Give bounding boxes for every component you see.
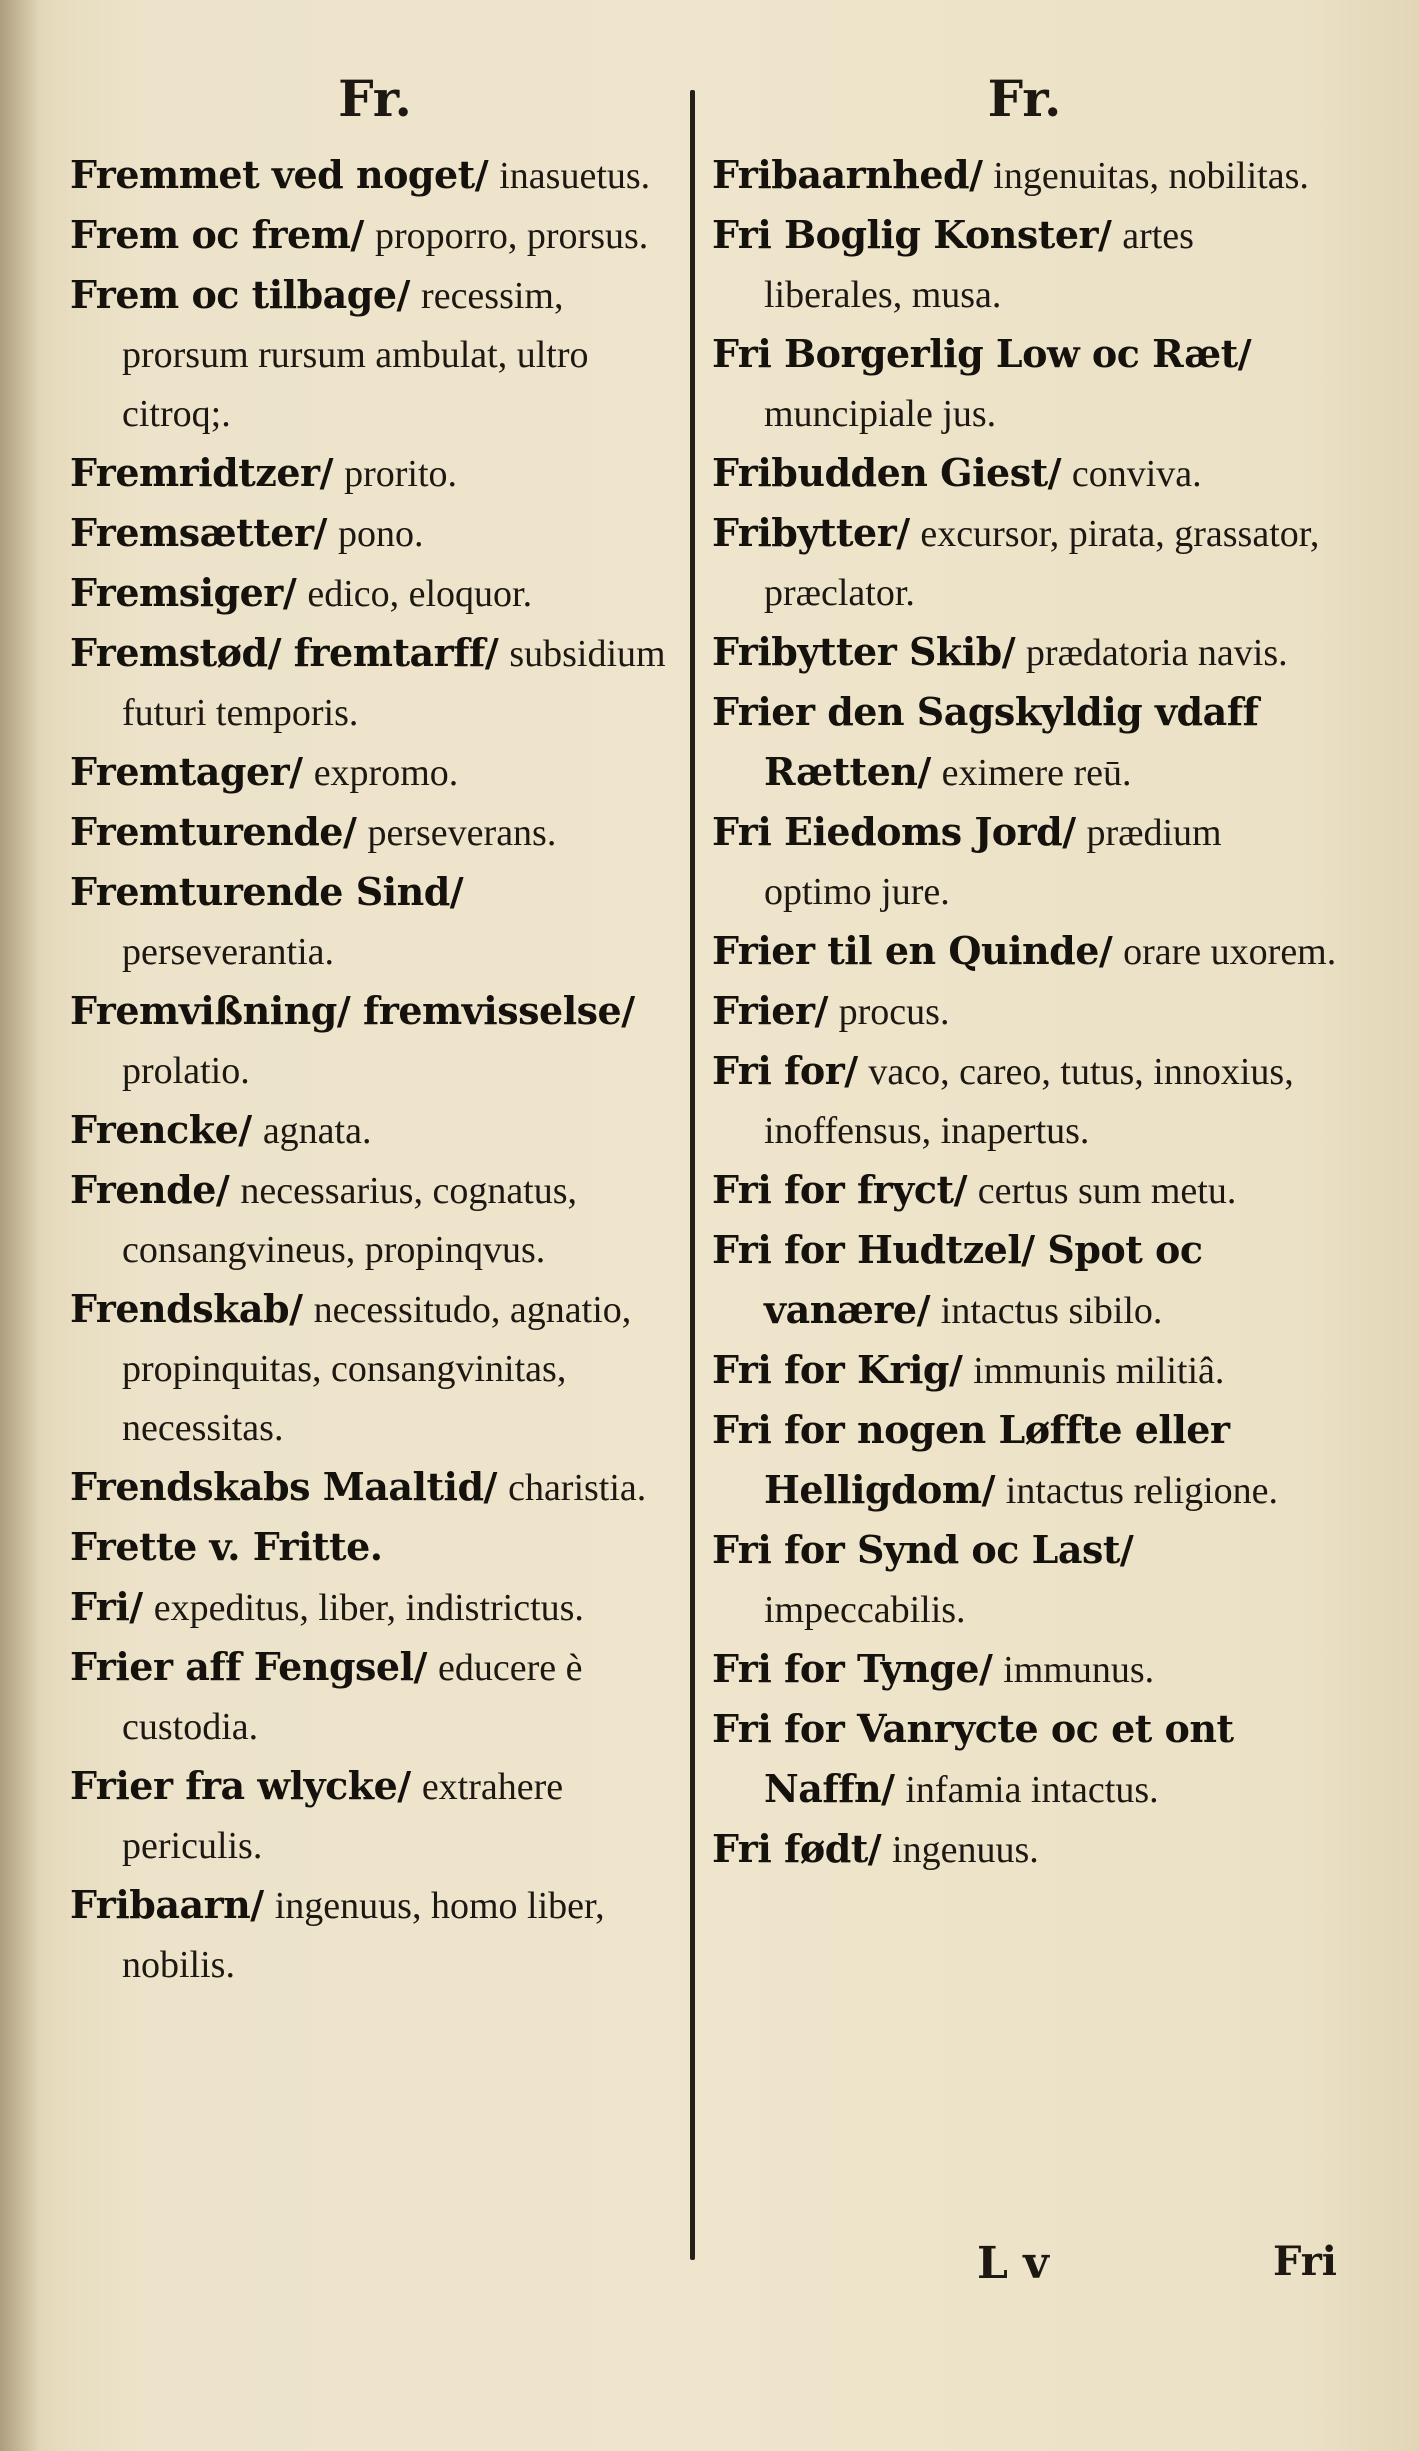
dictionary-entry <box>712 325 1337 444</box>
dictionary-entry <box>70 1876 680 1995</box>
entry-latin-gloss: prædium optimo jure. <box>764 812 1222 913</box>
signature-mark: L v <box>977 2238 1049 2289</box>
entry-latin-gloss: ingenuus. <box>892 1829 1039 1871</box>
entry-headword: Frem oc tilbage/ <box>70 272 410 317</box>
entry-headword: Fribaarn/ <box>70 1882 264 1927</box>
entry-headword: Fremridtzer/ <box>70 450 333 495</box>
entry-headword: Fremtager/ <box>70 749 303 794</box>
binding-gutter <box>0 0 40 2451</box>
entry-latin-gloss: educere è custodia. <box>122 1647 583 1748</box>
dictionary-entry <box>712 146 1337 206</box>
entry-latin-gloss: prolatio. <box>122 1050 250 1092</box>
entry-latin-gloss: conviva. <box>1071 453 1202 495</box>
entry-latin-gloss: recessim, prorsum rursum ambulat, ultro citroq;. <box>122 275 589 435</box>
entry-latin-gloss: inasuetus. <box>499 155 651 197</box>
entry-headword: Fri for Vanrycte oc et ont Naffn/ <box>712 1706 1234 1811</box>
dictionary-entry <box>712 1042 1337 1161</box>
entry-latin-gloss: orare uxorem. <box>1123 931 1337 973</box>
entry-latin-gloss: certus sum metu. <box>977 1170 1237 1212</box>
entry-headword: Fribaarnhed/ <box>712 152 983 197</box>
dictionary-entry <box>712 1820 1337 1880</box>
entry-latin-gloss: intactus religione. <box>1005 1470 1279 1512</box>
dictionary-entry <box>70 803 680 863</box>
entry-latin-gloss: expromo. <box>313 752 459 794</box>
dictionary-entry <box>70 1638 680 1757</box>
dictionary-entry <box>70 1458 680 1518</box>
left-column <box>70 60 680 1995</box>
dictionary-entry <box>712 803 1337 922</box>
dictionary-entry <box>712 1700 1337 1820</box>
dictionary-entry <box>70 1578 680 1638</box>
entry-headword: Fri Boglig Konster/ <box>712 212 1112 257</box>
dictionary-entry <box>712 1341 1337 1401</box>
dictionary-entry <box>712 1521 1337 1640</box>
entry-headword: Frencke/ <box>70 1107 252 1152</box>
entry-headword: Fri for Krig/ <box>712 1347 963 1392</box>
entry-headword: Fremsætter/ <box>70 510 327 555</box>
entry-headword: Fri for/ <box>712 1048 858 1093</box>
entry-headword: Frette v. Fritte. <box>70 1524 383 1569</box>
dictionary-entry <box>712 1640 1337 1700</box>
entry-latin-gloss: ingenuitas, nobilitas. <box>993 155 1309 197</box>
entry-headword: Fremturende/ <box>70 809 357 854</box>
entry-headword: Fremsiger/ <box>70 570 297 615</box>
right-column-header: Fr. <box>987 69 1062 128</box>
entry-headword: Frem oc frem/ <box>70 212 364 257</box>
dictionary-entry <box>70 444 680 504</box>
right-column <box>712 60 1337 1880</box>
entry-headword: Frier til en Quinde/ <box>712 928 1113 973</box>
entry-headword: Fremstød/ fremtarff/ <box>70 630 499 675</box>
entry-latin-gloss: extrahere periculis. <box>122 1766 564 1867</box>
entry-headword: Frier fra wlycke/ <box>70 1763 411 1808</box>
entry-latin-gloss: prorito. <box>344 453 458 495</box>
entry-latin-gloss: artes liberales, musa. <box>764 215 1194 316</box>
dictionary-entry <box>70 1518 680 1578</box>
entry-latin-gloss: prædatoria navis. <box>1025 632 1288 674</box>
entry-latin-gloss: expeditus, liber, indistrictus. <box>153 1587 584 1629</box>
entry-headword: Fribytter/ <box>712 510 910 555</box>
dictionary-entry <box>70 1161 680 1280</box>
entry-headword: Frier den Sagskyldig vdaff Rætten/ <box>712 689 1259 794</box>
entry-headword: Fri Borgerlig Low oc Ræt/ <box>712 331 1252 376</box>
dictionary-entry <box>70 743 680 803</box>
entry-headword: Fribudden Giest/ <box>712 450 1062 495</box>
dictionary-entry <box>712 683 1337 803</box>
dictionary-entry <box>712 206 1337 325</box>
entry-latin-gloss: procus. <box>838 991 950 1033</box>
entry-latin-gloss: charistia. <box>508 1467 647 1509</box>
entry-latin-gloss: impeccabilis. <box>764 1589 966 1631</box>
dictionary-entry <box>712 922 1337 982</box>
dictionary-entry <box>70 266 680 444</box>
column-divider-rule <box>690 90 695 2260</box>
right-entry-list <box>712 146 1337 1880</box>
entry-headword: Frier aff Fengsel/ <box>70 1644 427 1689</box>
entry-headword: Fribytter Skib/ <box>712 629 1016 674</box>
dictionary-entry <box>70 624 680 743</box>
entry-headword: Fri for fryct/ <box>712 1167 967 1212</box>
dictionary-entry <box>70 146 680 206</box>
dictionary-entry <box>712 623 1337 683</box>
entry-latin-gloss: immunis militiâ. <box>973 1350 1225 1392</box>
entry-headword: Fri for Hudtzel/ Spot oc vanære/ <box>712 1227 1203 1332</box>
entry-latin-gloss: pono. <box>338 513 424 555</box>
entry-latin-gloss: infamia intactus. <box>905 1769 1159 1811</box>
entry-latin-gloss: intactus sibilo. <box>940 1290 1163 1332</box>
entry-latin-gloss: ingenuus, homo liber, nobilis. <box>122 1885 605 1986</box>
entry-headword: Frier/ <box>712 988 828 1033</box>
entry-headword: Fri/ <box>70 1584 143 1629</box>
dictionary-entry <box>712 1161 1337 1221</box>
entry-headword: Fri født/ <box>712 1826 882 1871</box>
dictionary-entry <box>70 982 680 1101</box>
left-column-header: Fr. <box>338 69 412 128</box>
dictionary-entry <box>712 504 1337 623</box>
entry-headword: Fri Eiedoms Jord/ <box>712 809 1076 854</box>
dictionary-entry <box>70 1757 680 1876</box>
entry-latin-gloss: eximere reū. <box>941 752 1132 794</box>
dictionary-entry <box>70 504 680 564</box>
page-footer <box>712 2238 1337 2308</box>
entry-latin-gloss: immunus. <box>1003 1649 1155 1691</box>
dictionary-entry <box>712 444 1337 504</box>
dictionary-entry <box>70 564 680 624</box>
entry-latin-gloss: perseverans. <box>367 812 557 854</box>
dictionary-entry <box>70 1101 680 1161</box>
entry-headword: Fremvißning/ fremvisselse/ <box>70 988 635 1033</box>
entry-headword: Frendskabs Maaltid/ <box>70 1464 497 1509</box>
entry-latin-gloss: perseverantia. <box>122 931 335 973</box>
entry-headword: Fremturende Sind/ <box>70 869 464 914</box>
entry-latin-gloss: excursor, pirata, grassator, præclator. <box>764 513 1320 614</box>
left-entry-list <box>70 146 680 1995</box>
entry-latin-gloss: muncipiale jus. <box>764 393 997 435</box>
entry-headword: Fri for Tynge/ <box>712 1646 993 1691</box>
dictionary-entry <box>712 1401 1337 1521</box>
entry-headword: Frendskab/ <box>70 1286 303 1331</box>
entry-latin-gloss: edico, eloquor. <box>307 573 533 615</box>
entry-latin-gloss: subsidium futuri temporis. <box>122 633 666 734</box>
entry-headword: Fremmet ved noget/ <box>70 152 489 197</box>
dictionary-entry <box>70 863 680 982</box>
catchword: Fri <box>1273 2238 1337 2285</box>
dictionary-entry <box>712 982 1337 1042</box>
dictionary-entry <box>70 206 680 266</box>
entry-latin-gloss: vaco, careo, tutus, innoxius, inoffensus, inapertus. <box>764 1051 1294 1152</box>
entry-headword: Fri for nogen Løffte eller Helligdom/ <box>712 1407 1230 1512</box>
entry-headword: Frende/ <box>70 1167 230 1212</box>
dictionary-entry <box>712 1221 1337 1341</box>
entry-latin-gloss: necessitudo, agnatio, propinquitas, consangvinitas, necessitas. <box>122 1289 632 1449</box>
entry-latin-gloss: proporro, prorsus. <box>374 215 649 257</box>
dictionary-entry <box>70 1280 680 1458</box>
entry-latin-gloss: necessarius, cognatus, consangvineus, propinqvus. <box>122 1170 578 1271</box>
entry-headword: Fri for Synd oc Last/ <box>712 1527 1134 1572</box>
entry-latin-gloss: agnata. <box>262 1110 372 1152</box>
